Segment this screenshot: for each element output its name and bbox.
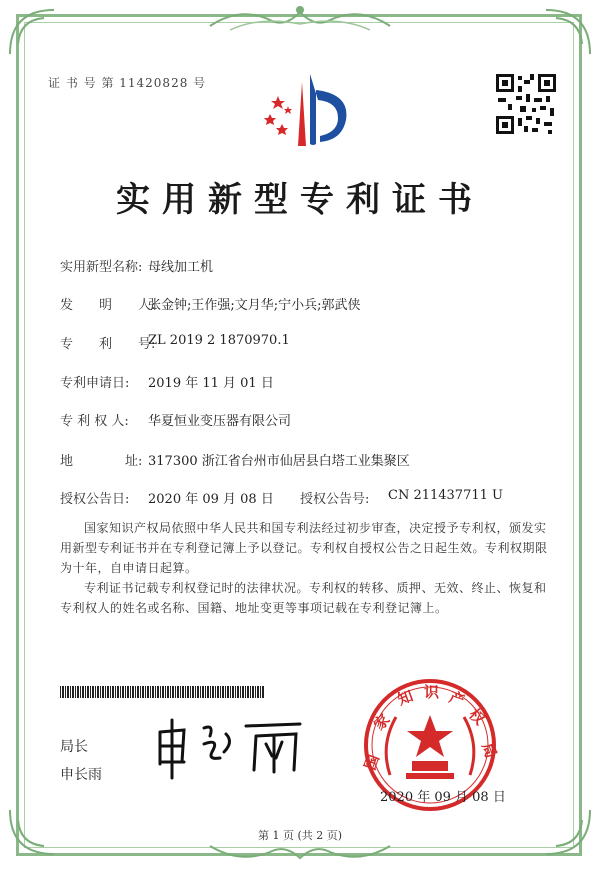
announcement-number-label: 授权公告号: (300, 492, 370, 507)
svg-text:国: 国 (360, 752, 383, 773)
barcode-icon (60, 686, 265, 698)
announcement-number-value: CN 211437711 U (388, 488, 503, 503)
handwritten-signature (150, 712, 310, 782)
corner-ornament-icon (536, 4, 596, 64)
qr-code-icon (494, 72, 558, 136)
filing-date-label: 专利申请日: (60, 376, 130, 391)
svg-text:局: 局 (478, 740, 500, 761)
bottom-ornament-icon (200, 840, 400, 868)
filing-date-value: 2019 年 11 月 01 日 (148, 376, 274, 391)
legal-status-paragraph: 专利证书记载专利权登记时的法律状况。专利权的转移、质押、无效、终止、恢复和专利权人的姓名或名称、国籍、地址变更等事项记载在专利登记簿上。 (60, 581, 547, 615)
grant-statement-paragraph: 国家知识产权局依照中华人民共和国专利法经过初步审查，决定授予专利权，颁发实用新型专利证书并在专利登记簿上予以登记。专利权自授权公告之日起生效。专利权期限为十年，自申请日起算。 (60, 521, 548, 575)
inventor-label: 发 明 人: (60, 298, 156, 313)
director-name: 申长雨 (60, 767, 102, 783)
svg-text:识: 识 (424, 683, 440, 701)
svg-text:产: 产 (446, 687, 467, 710)
announcement-date-value: 2020 年 09 月 08 日 (148, 492, 274, 507)
utility-model-name-label: 实用新型名称: (60, 260, 143, 275)
cnipa-logo-icon (258, 68, 358, 150)
announcement-date-label: 授权公告日: (60, 492, 130, 507)
utility-model-name-value: 母线加工机 (148, 260, 214, 275)
corner-ornament-icon (4, 4, 64, 64)
patent-number-label: 专 利 号: (60, 337, 156, 352)
address-value: 317300 浙江省台州市仙居县白塔工业集聚区 (148, 454, 410, 469)
svg-text:家: 家 (370, 710, 394, 734)
patent-number-value: ZL 2019 2 1870970.1 (148, 333, 290, 348)
patentee-value: 华夏恒业变压器有限公司 (148, 414, 292, 429)
seal-date: 2020 年 09 月 08 日 (380, 790, 506, 805)
svg-text:知: 知 (395, 686, 416, 709)
inventor-value: 张金钟;王作强;文月华;宁小兵;郭武侠 (148, 298, 361, 313)
top-ornament-icon (200, 2, 400, 36)
svg-text:权: 权 (465, 705, 489, 729)
certificate-number: 证 书 号 第 11420828 号 (48, 76, 207, 90)
certificate-title: 实用新型专利证书 (116, 180, 484, 220)
director-title: 局长 (60, 739, 88, 755)
patentee-label: 专 利 权 人: (60, 414, 129, 429)
page-footer: 第 1 页 (共 2 页) (257, 829, 343, 842)
address-label: 地 址: (60, 454, 143, 469)
